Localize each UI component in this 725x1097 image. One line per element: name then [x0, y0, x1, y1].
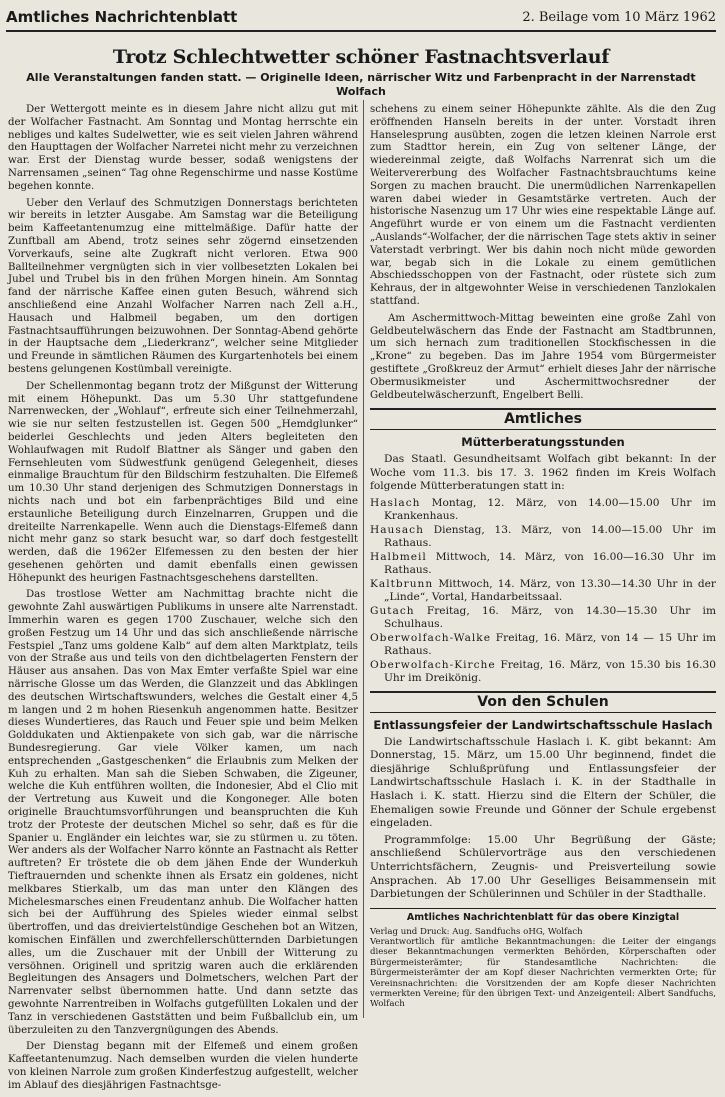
article-paragraph: Der Schellenmontag begann trotz der Mißgunst der Witterung mit einem Höhepunkt. Das um 5.30 Uhr stattgefundene Narrenwecken, der „Wohlauf“, erfreute sich einer Teilnehmerzahl, wie sie nur selten festzustellen ist. Gegen 500 „Hemdglunker“ beiderlei Geschlechts und jeden Alters begleiteten den Wohlaufwagen mit Rudolf Blattner als Sänger und gaben den Fernsehleuten vom Südwestfunk genügend Gelegenheit, dieses einmalige Brauchtum für den Bildschirm festzuhalten. Die Elfemeß um 10.30 Uhr stand derjenigen des Schmutzigen Donnerstags in nichts nach und bot ein farbenprächtiges Bild und eine erstaunliche Beteiligung durch Einzelnarren, Gruppen und die dreiteilte Narrenkapelle. Wenn auch die Dienstags-Elfemeß dann nicht mehr ganz so stark besucht war, so darf doch festgestellt werden, daß die 1962er Elfemessen zu den besten der hier gesehenen gehörten und damit ebenfalls einen gewissen Höhepunkt des heurigen Fastnachtsgeschehens darstellten.	[8, 380, 358, 584]
schedule-place: Kaltbrunn	[370, 577, 434, 590]
schedule-details: Mittwoch, 14. März, von 16.00—16.30 Uhr im Rathaus.	[384, 550, 716, 576]
schedule-entry	[370, 578, 716, 604]
section-heading-amtliches: Amtliches	[370, 408, 716, 430]
article-column-left	[8, 104, 358, 1097]
schedule-place: Hausach	[370, 523, 424, 536]
consultation-schedule	[370, 497, 716, 685]
imprint-responsible: Verantwortlich für amtliche Bekanntmachungen: die Leiter der eingangs dieser Bekanntmachungen vermerkten Behörden, Körperschaften oder Bürgermeisterämter; für Standesamtliche Nachrichten: die Bürgermeisterämter der am Kopf dieser Nachrichten vermerkten Orte; für Vereinsnachrichten: die Vorsitzenden der am Kopfe dieser Nachrichten vermerkten Vereine; für den übrigen Text- und Anzeigenteil: Albert Sandfuchs, Wolfach	[370, 937, 716, 1010]
article-paragraph: Ueber den Verlauf des Schmutzigen Donnerstags berichteten wir bereits in letzter Ausgabe. Am Samstag war die Beteiligung beim Kaffeetantenumzug eine mittelmäßige. Dafür hatte der Zunftball am Abend, trotz seines sehr zögernd einsetzenden Vorverkaufs, seine alte Zugkraft nicht verloren. Etwa 900 Ballteilnehmer vergnügten sich in vier vollbesetzten Lokalen bei Jubel und Trubel bis in den frühen Morgen hinein. Am Sonntag fand der närrische Kaffee einen guten Besuch, während sich anschließend eine Anzahl Wolfacher Narren nach Zell a.H., Hausach und Halbmeil begaben, um den dortigen Fastnachtsaufführungen beizuwohnen. Der Sonntag-Abend gehörte in der Hauptsache dem „Liederkranz“, welcher seine Mitglieder und Freunde in sämtlichen Räumen des Kurgartenhotels bei einem bestens gelungenen Kostümball vereinigte.	[8, 197, 358, 375]
issue-date: 2. Beilage vom 10 März 1962	[522, 10, 716, 25]
schedule-details: Mittwoch, 14. März, von 13.30—14.30 Uhr in der „Linde“, Vortal, Handarbeitssaal.	[384, 577, 716, 603]
newspaper-name: Amtliches Nachrichtenblatt	[6, 8, 238, 26]
notice-intro: Das Staatl. Gesundheitsamt Wolfach gibt bekannt: In der Woche vom 11.3. bis 17. 3. 1962 finden im Kreis Wolfach folgende Mütterberatungen statt in:	[370, 453, 716, 493]
notice-paragraph: Die Landwirtschaftsschule Haslach i. K. gibt bekannt: Am Donnerstag, 15. März, um 15.00 Uhr beginnend, findet die diesjährige Schlußprüfung und Entlassungsfeier der Landwirtschaftsschule Haslach i. K. in der Stadthalle in Haslach i. K. statt. Hierzu sind die Eltern der Schüler, die Ehemaligen sowie Freunde und Gönner der Schule ergebenst eingeladen.	[370, 735, 716, 830]
schedule-details: Freitag, 16. März, von 14 — 15 Uhr im Rathaus.	[384, 631, 716, 657]
schedule-place: Oberwolfach-Walke	[370, 631, 491, 644]
article-paragraph: schehens zu einem seiner Höhepunkte zählte. Als die den Zug eröffnenden Hanseln bereits in der unter. Vorstadt ihren Hanselesprung ausübten, zogen die letzen kleinen Narrole erst zum Stadttor herein, ein Zug von seltener Länge, der wiedereinmal zeigte, daß Wolfachs Narrenrat sich um die Weitervererbung des Wolfacher Fastnachtsbrauchtums keine Sorgen zu machen braucht. Die unermüdlichen Narrenkapellen waren dabei wieder in Gesamtstärke vertreten. Auch der historische Nasenzug um 17 Uhr wies eine respektable Länge auf. Angeführt wurde er von einem um die Fastnacht verdienten „Auslands“-Wolfacher, der die närrischen Tage stets aktiv in seiner Vaterstadt verbringt. Wer bis dahin noch nicht müde geworden war, begab sich in die Lokale zu einem gemütlichen Abschiedsschoppen von der Fastnacht, oder rüstete sich zum Kehraus, der in altgewohnter Weise in verschiedenen Tanzlokalen stattfand.	[370, 104, 716, 307]
schedule-entry	[370, 551, 716, 577]
schedule-place: Oberwolfach-Kirche	[370, 658, 496, 671]
article-headline: Trotz Schlechtwetter schöner Fastnachtsverlauf	[112, 46, 610, 68]
subsection-heading-entlassungsfeier: Entlassungsfeier der Landwirtschaftsschule Haslach	[373, 717, 713, 732]
schedule-entry	[370, 605, 716, 631]
schedule-entry	[370, 659, 716, 685]
imprint-publisher: Verlag und Druck: Aug. Sandfuchs oHG, Wolfach	[370, 926, 583, 937]
column-divider	[363, 100, 364, 1018]
schedule-place: Haslach	[370, 496, 421, 509]
schedule-entry	[370, 497, 716, 523]
article-paragraph: Der Dienstag begann mit der Elfemeß und einem großen Kaffeetantenumzug. Nach demselben wurden die vielen hunderte von kleinen Narrole zum großen Kinderfestzug aufgestellt, welcher im Ablauf des diesjährigen Fastnachtsge-	[8, 1041, 358, 1091]
article-column-right	[370, 104, 716, 1010]
article-paragraph: Der Wettergott meinte es in diesem Jahre nicht allzu gut mit der Wolfacher Fastnacht. Am Sonntag und Montag herrschte ein nebliges und kaltes Sudelwetter, wie es seit vielen Jahren während den Haupttagen der Wolfacher Narretei nicht mehr zu verzeichnen war. Erst der Dienstag wurde besser, sodaß wenigstens der Narrensamen „seinen“ Tag ohne Regenschirme und nasse Kostüme begehen konnte.	[8, 104, 358, 192]
imprint-title: Amtliches Nachrichtenblatt für das obere Kinzigtal	[406, 911, 680, 923]
schedule-entry	[370, 524, 716, 550]
imprint	[370, 908, 716, 1010]
subsection-heading-muetterberatung: Mütterberatungsstunden	[461, 435, 625, 450]
schedule-place: Halbmeil	[370, 550, 427, 563]
article-paragraph: Am Aschermittwoch-Mittag beweinten eine große Zahl von Geldbeutelwäschern das Ende der Fastnacht am Stadtbrunnen, um sich hernach zum traditionellen Stockfischessen in die „Krone“ zu begeben. Das im Jahre 1954 vom Bürgermeister gestiftete „Großkreuz der Armut“ erhielt dieses Jahr der närrische Obermusikmeister und Aschermittwochsredner der Geldbeutelwäscherzunft, Engelbert Belli.	[370, 312, 716, 401]
section-heading-schulen: Von den Schulen	[370, 691, 716, 713]
notice-paragraph: Programmfolge: 15.00 Uhr Begrüßung der Gäste; anschließend Schülervorträge aus den verschiedenen Unterrichtsfächern, Zeugnis- und Preisverteilung sowie Ansprachen. Ab 17.00 Uhr Geselliges Beisammensein mit Darbietungen der Schülerinnen und Schüler in der Stadthalle.	[370, 833, 716, 901]
schedule-place: Gutach	[370, 604, 415, 617]
article-paragraph: Das trostlose Wetter am Nachmittag brachte nicht die gewohnte Zahl auswärtigen Publikums in unsere alte Narrenstadt. Immerhin waren es gegen 1700 Zuschauer, welche sich den großen Festzug um 14 Uhr und das sich anschließende närrische Festspiel „Tanz ums goldene Kalb“ auf dem alten Marktplatz, teils von der Straße aus und teils von den dichtbelagerten Fenstern der Häuser aus ansahen. Das von Max Emter verfaßte Spiel war eine närrische Glosse um das Werden, die Glanzzeit und das Abklingen des deutschen Wirtschaftswunders, welches die Gestalt einer 4,5 m langen und 2 m hohen Riesenkuh angenommen hatte. Besitzer dieses Wundertieres, das Rauch und Feuer spie und beim Melken Golddukaten und Aktienpakete von sich gab, war die närrische Bundesregierung. Gar viele Völker kamen, um nach entsprechenden „Gastgeschenken“ die Erlaubnis zum Melken der Kuh zu erhalten. Man sah die Sieben Schwaben, die Zigeuner, welche die Kuh entführen wollten, die Indonesier, Abd el Clio mit der Vertretung aus Kuweit und die Kongoneger. Alle boten originelle Brauchtumsvorführungen und beanspruchten die Kuh trotz der Proteste der deutschen Michel so sehr, daß es für die Spanier u. Engländer ein leichtes war, sie zu stürmen u. zu töten. Wer anders als der Wolfacher Narro könnte an Fastnacht als Retter auftreten? Er tröstete die ob dem jähen Ende der Wunderkuh Tieftrauernden und schenkte ihnen als Ersatz ein goldenes, nicht melkbares Stierkalb, um das man unter den Klängen des Michelesmarsches einen Freudentanz anhub. Die Wolfacher hatten sich bei der Aufführung des Spieles wieder einmal selbst übertroffen, und das dreiviertelstündige Geschehen bot an Witzen, komischen Einfällen und zwerchfellerschütternden Darbietungen alles, um die Zuschauer mit der Unbill der Witterung zu versöhnen. Originell und spritzig waren auch die erklärenden Begleitungen des Ansagers und Dolmetschers, welchen Part der Narrenvater selbst übernommen hatte. Und dann setzte das gewohnte Narrentreiben in Wolfachs gutgefüllten Lokalen und der Tanz in verschiedenen Gaststätten und beim Fußballclub ein, um überzuleiten zu den Tanzvergnügungen des Abends.	[8, 589, 358, 1036]
article-subhead: Alle Veranstaltungen fanden statt. — Originelle Ideen, närrischer Witz und Farbenpracht in der Narrenstadt Wolfach	[26, 71, 696, 98]
masthead	[6, 6, 716, 32]
schedule-details: Freitag, 16. März, von 14.30—15.30 Uhr im Schulhaus.	[384, 604, 716, 630]
schedule-details: Montag, 12. März, von 14.00—15.00 Uhr im Krankenhaus.	[384, 496, 716, 522]
schedule-details: Dienstag, 13. März, von 14.00—15.00 Uhr im Rathaus.	[384, 523, 716, 549]
schedule-details: Freitag, 16. März, von 15.30 bis 16.30 Uhr im Dreikönig.	[384, 658, 716, 684]
schedule-entry	[370, 632, 716, 658]
